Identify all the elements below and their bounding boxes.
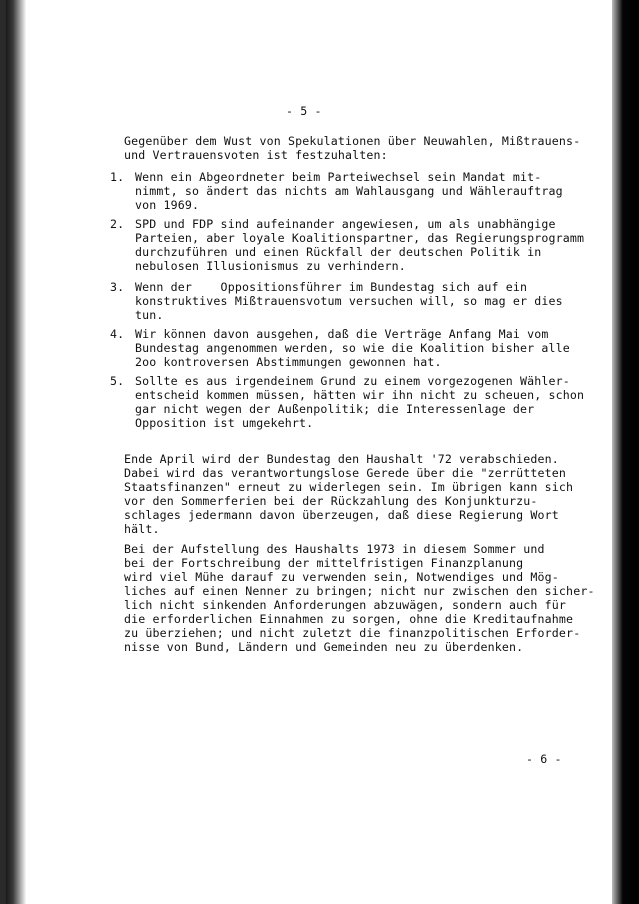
scan-right-edge: [612, 0, 639, 904]
list-item-text: SPD und FDP sind aufeinander angewiesen, um als unabhängige Parteien, aber loyale Koalitionspartner, das Regierungsprogramm durchzuführen und einen Rückfall der deutschen Politik in nebulosen Illusionismus zu verhindern.: [135, 217, 585, 273]
list-item-number: 2.: [110, 217, 125, 231]
list-item-number: 5.: [110, 374, 125, 388]
list-item-text: Wenn ein Abgeordneter beim Parteiwechsel sein Mandat mit- nimmt, so ändert das nichts am Wahlausgang und Wählerauftrag von 1969.: [135, 170, 563, 212]
list-item-number: 3.: [110, 280, 125, 294]
body-paragraph: Bei der Aufstellung des Haushalts 1973 in diesem Sommer und bei der Fortschreibung der mittelfristigen Finanzplanung wird viel Mühe darauf zu verwenden sein, Notwendiges und Mög- liches auf einen Nenner zu bringen; nicht nur zwischen den sicher- lich nicht sinkenden Anforderungen abzuwägen, sondern auch für die erforderlichen Einnahmen zu sorgen, ohne die Kreditaufnahme zu überziehen; und nicht zuletzt die finanzpolitischen Erforder- nisse von Bund, Ländern und Gemeinden neu zu überdenken.: [124, 542, 595, 654]
intro-paragraph: Gegenüber dem Wust von Spekulationen über Neuwahlen, Mißtrauens- und Vertrauensvoten ist festzuhalten:: [124, 134, 581, 162]
list-item-text: Sollte es aus irgendeinem Grund zu einem vorgezogenen Wähler- entscheid kommen müssen, hätten wir ihn nicht zu scheuen, schon gar nicht wegen der Außenpolitik; die Interessenlage der Opposition ist umgekehrt.: [135, 374, 585, 430]
body-paragraph: Ende April wird der Bundestag den Haushalt '72 verabschieden. Dabei wird das verantwortungslose Gerede über die "zerrütteten Staatsfinanzen" erneut zu widerlegen sein. Im übrigen kann sich vor den Sommerferien bei der Rückzahlung des Konjunkturzu- schlages jedermann davon überzeugen, daß diese Regierung Wort hält.: [124, 452, 574, 536]
document-page: [6, 0, 612, 904]
next-page-marker: - 6 -: [526, 752, 562, 766]
list-item-text: Wir können davon ausgehen, daß die Verträge Anfang Mai vom Bundestag angenommen werden, so wie die Koalition bisher alle 2oo kontroversen Abstimmungen gewonnen hat.: [135, 327, 570, 369]
list-item-text: Wenn der Oppositionsführer im Bundestag sich auf ein konstruktives Mißtrauensvotum versuchen will, so mag er dies tun.: [135, 280, 563, 322]
list-item-number: 1.: [110, 170, 125, 184]
list-item-number: 4.: [110, 327, 125, 341]
page-number: - 5 -: [286, 104, 322, 118]
scan-left-edge: [6, 0, 26, 904]
